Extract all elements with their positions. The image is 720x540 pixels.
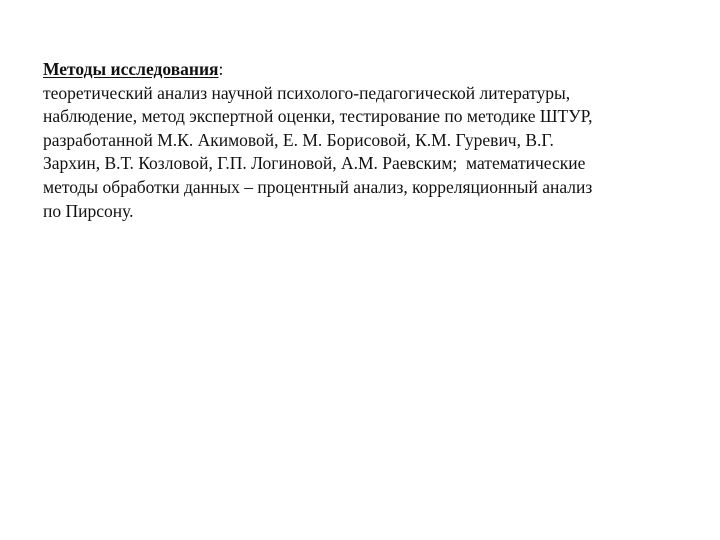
- body-line-4: Зархин, В.Т. Козловой, Г.П. Логиновой, А.М. Раевским; математические: [43, 153, 586, 174]
- methods-text-block: [43, 58, 693, 223]
- body-line-2: наблюдение, метод экспертной оценки, тестирование по методике ШТУР,: [43, 106, 593, 127]
- heading-line: [43, 58, 693, 82]
- methods-heading: Методы исследования: [43, 59, 219, 79]
- heading-colon: :: [218, 59, 224, 79]
- body-line-1: теоретический анализ научной психолого-педагогической литературы,: [43, 82, 571, 103]
- body-line-5: методы обработки данных – процентный анализ, корреляционный анализ: [43, 176, 593, 197]
- body-line-3: разработанной М.К. Акимовой, Е. М. Борисовой, К.М. Гуревич, В.Г.: [43, 129, 554, 150]
- body-line-6: по Пирсону.: [43, 200, 134, 221]
